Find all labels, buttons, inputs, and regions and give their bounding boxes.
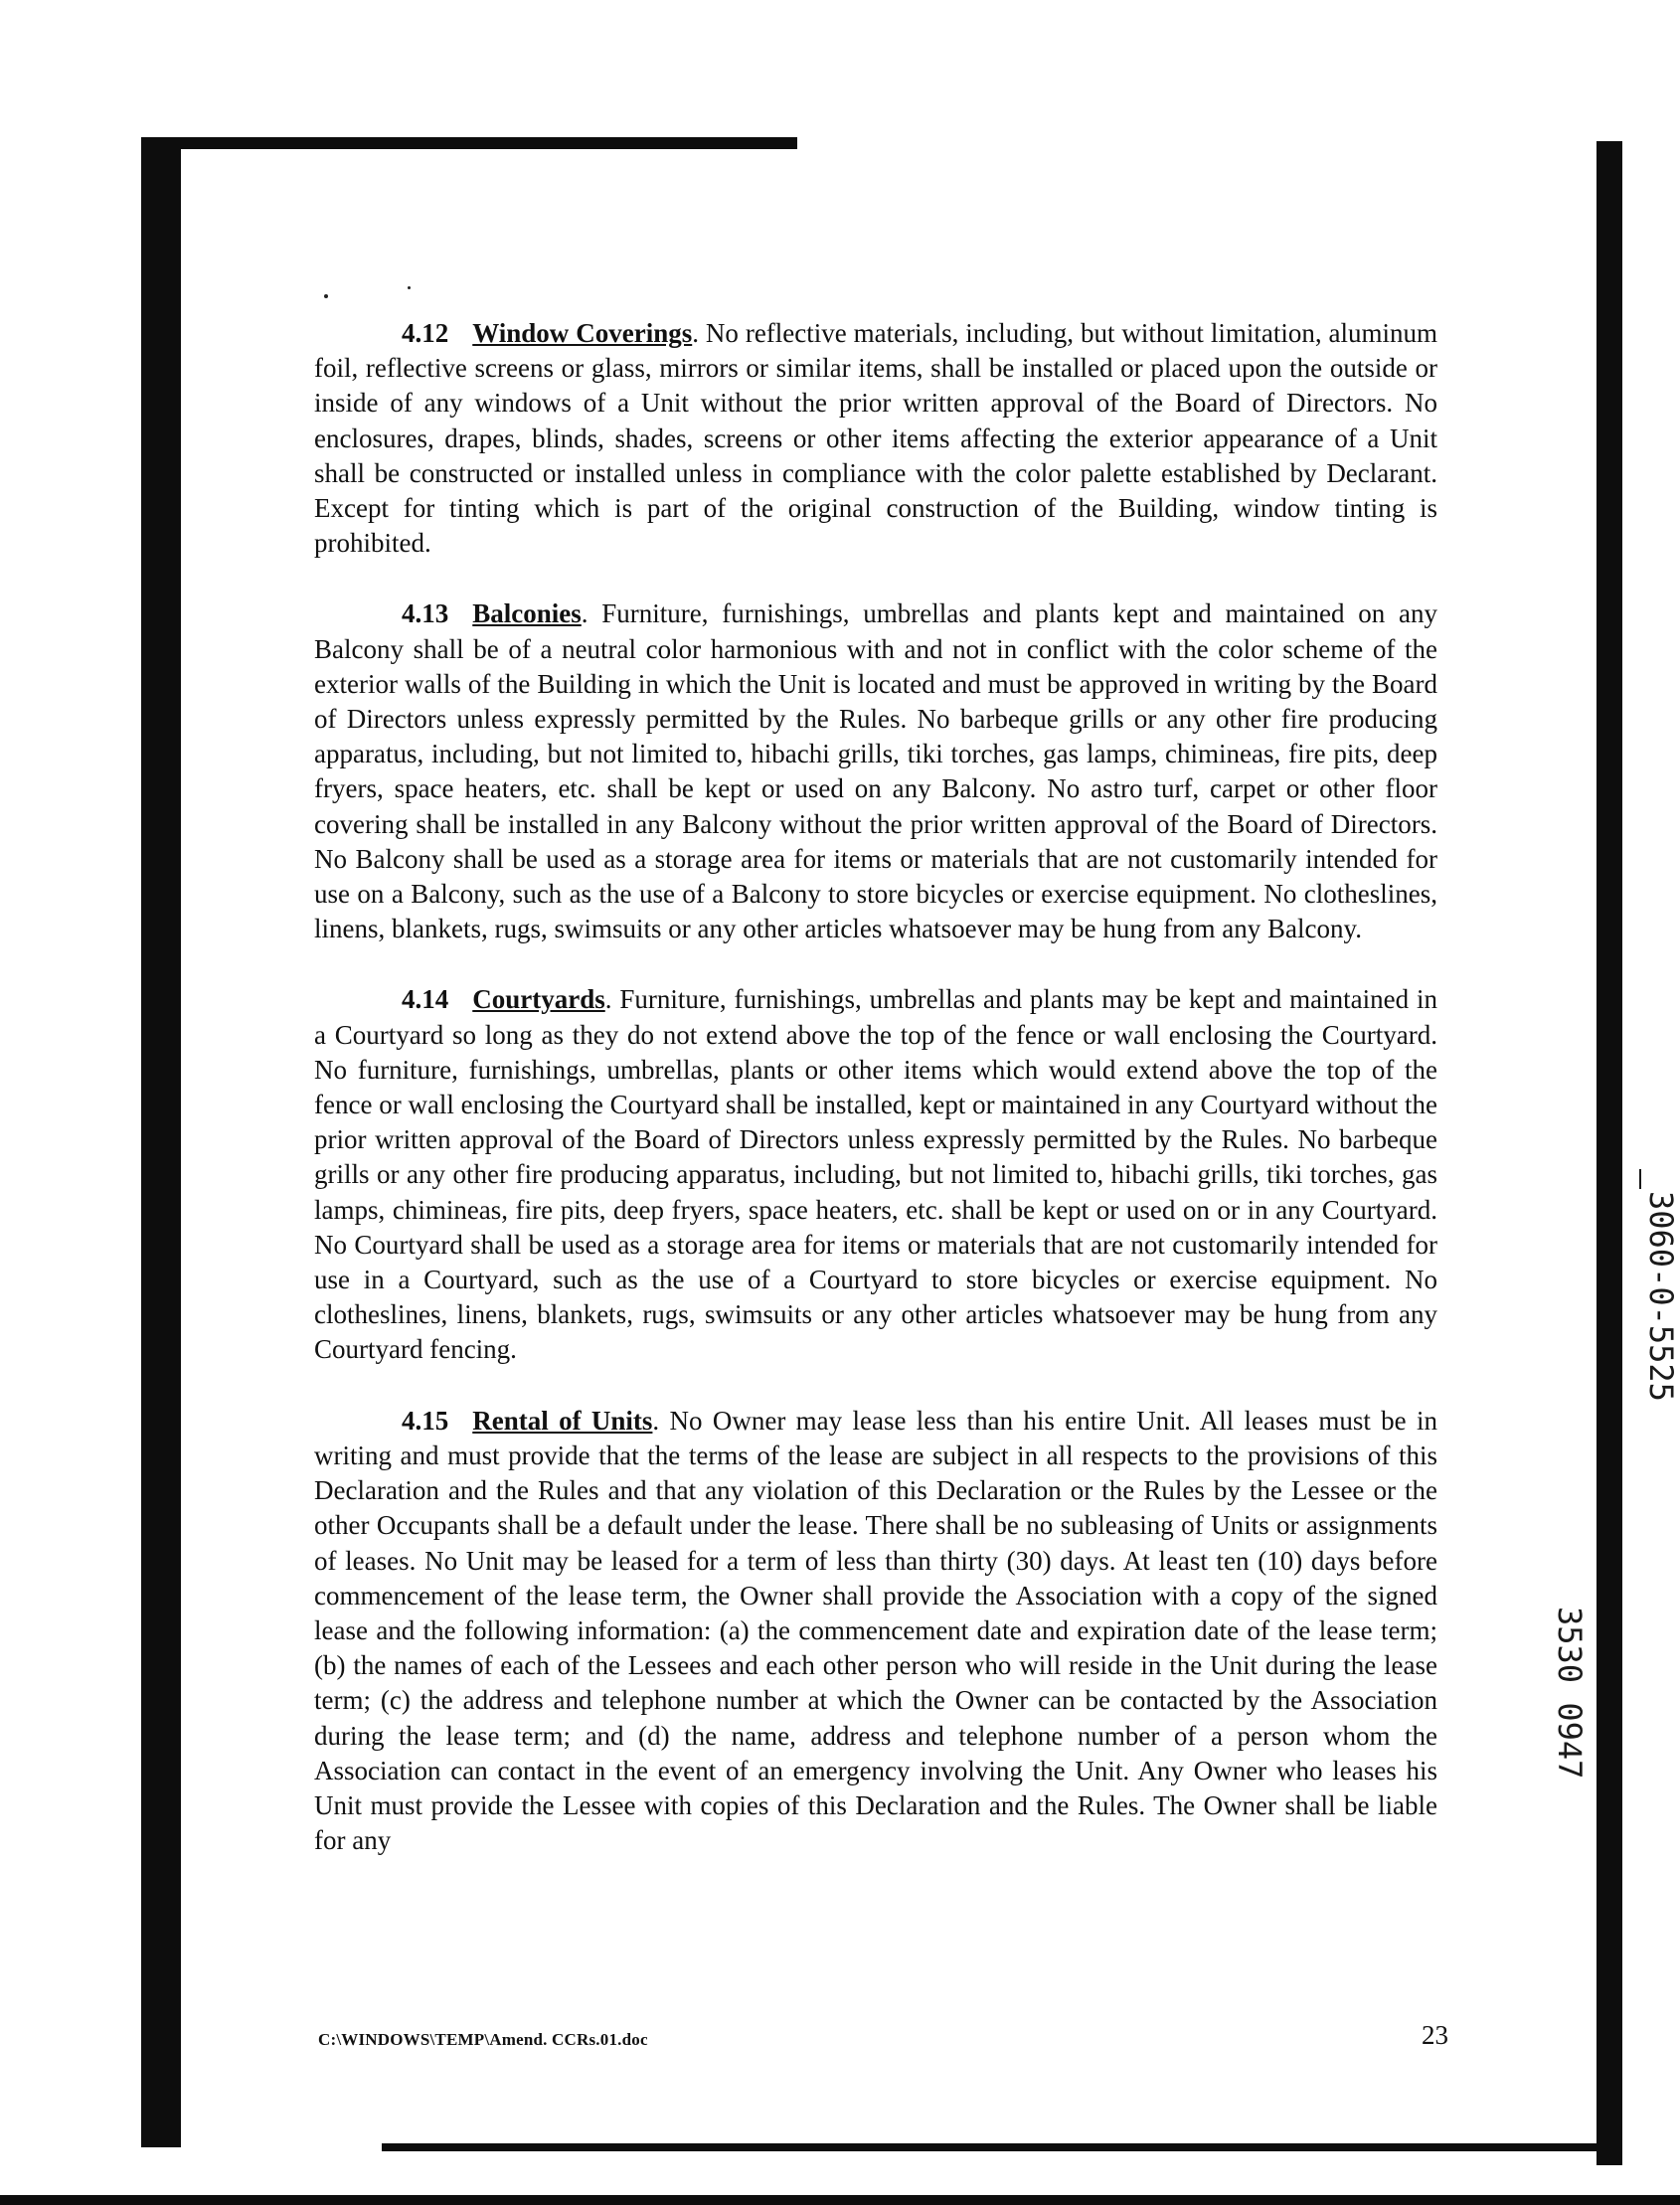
recording-stamp-text: 3060-0-5525 — [1642, 1191, 1680, 1402]
section-title: Window Coverings — [472, 318, 693, 348]
scan-border-left — [141, 137, 181, 2147]
section-number: 4.15 — [402, 1405, 449, 1436]
section-4-12 — [314, 316, 1437, 561]
page-number: 23 — [1422, 2020, 1448, 2050]
scan-border-right — [1596, 141, 1622, 2165]
section-title: Rental of Units — [472, 1405, 653, 1436]
scan-speck — [324, 294, 328, 298]
section-number: 4.14 — [402, 984, 449, 1015]
section-text: . Furniture, furnishings, umbrellas and plants kept and maintained on any Balcony shall be of a neutral color harmonious with and not in conflict with the color scheme of the exterior walls of the Building in which the Unit is located and must be approved in writing by the Board of Directors unless expressly permitted by the Rules. No barbeque grills or any other fire producing apparatus, including, but not limited to, hibachi grills, tiki torches, gas lamps, chimineas, fire pits, deep fryers, space heaters, etc. shall be kept or used on any Balcony. No astro turf, carpet or other floor covering shall be installed in any Balcony without the prior written approval of the Board of Directors. No Balcony shall be used as a storage area for items or materials that are not customarily intended for use on a Balcony, such as the use of a Balcony to store bicycles or exercise equipment. No clotheslines, linens, blankets, rugs, swimsuits or any other articles whatsoever may be hung from any Balcony. — [314, 598, 1437, 944]
section-number: 4.12 — [402, 318, 449, 348]
section-text: . No reflective materials, including, but without limitation, aluminum foil, reflective screens or glass, mirrors or similar items, shall be installed or placed upon the outside or inside of any windows of a Unit without the prior written approval of the Board of Directors. No enclosures, drapes, blinds, shades, screens or other items affecting the exterior appearance of a Unit shall be constructed or installed unless in compliance with the color palette established by Declarant. Except for tinting which is part of the original construction of the Building, window tinting is prohibited. — [314, 318, 1437, 559]
section-number: 4.13 — [402, 598, 449, 629]
scan-border-top — [141, 137, 797, 149]
scan-border-page-edge — [0, 2195, 1680, 2205]
scan-speck — [408, 286, 411, 289]
document-body — [314, 316, 1437, 1894]
section-4-13 — [314, 596, 1437, 946]
section-text: . Furniture, furnishings, umbrellas and plants may be kept and maintained in a Courtyard so long as they do not extend above the top of the fence or wall enclosing the Courtyard. No furniture, furnishings, umbrellas, plants or other items which would extend above the top of the fence or wall enclosing the Courtyard shall be installed, kept or maintained in any Courtyard without the prior written approval of the Board of Directors unless expressly permitted by the Rules. No barbeque grills or any other fire producing apparatus, including, but not limited to, hibachi grills, tiki torches, gas lamps, chimineas, fire pits, deep fryers, space heaters, etc. shall be kept or used on or in any Courtyard. No Courtyard shall be used as a storage area for items or materials that are not customarily intended for use in a Courtyard, such as the use of a Courtyard to store bicycles or exercise equipment. No clotheslines, linens, blankets, rugs, swimsuits or any other articles whatsoever may be hung from any Courtyard fencing. — [314, 984, 1437, 1365]
section-text: . No Owner may lease less than his entire Unit. All leases must be in writing and must provide that the terms of the lease are subject in all respects to the provisions of this Declaration and the Rules and that any violation of this Declaration or the Rules by the Lessee or the other Occupants shall be a default under the lease. There shall be no subleasing of Units or assignments of leases. No Unit may be leased for a term of less than thirty (30) days. At least ten (10) days before commencement of the lease term, the Owner shall provide the Association with a copy of the signed lease and the following information: (a) the commencement date and expiration date of the lease term; (b) the names of each of the Lessees and each other person who will reside in the Unit during the lease term; (c) the address and telephone number at which the Owner can be contacted by the Association during the lease term; and (d) the name, address and telephone number of a person whom the Association can contact in the event of an emergency involving the Unit. Any Owner who leases his Unit must provide the Lessee with copies of this Declaration and the Rules. The Owner shall be liable for any — [314, 1405, 1437, 1856]
recording-stamp-upper — [1620, 1169, 1680, 1467]
section-4-15 — [314, 1404, 1437, 1859]
footer-file-path: C:\WINDOWS\TEMP\Amend. CCRs.01.doc — [318, 2030, 648, 2049]
recording-stamp-lower — [1529, 1603, 1589, 1851]
section-4-14 — [314, 982, 1437, 1367]
recording-stamp-text: 3530 0947 — [1551, 1607, 1589, 1780]
section-title: Courtyards — [472, 984, 605, 1015]
scan-border-bottom — [382, 2143, 1622, 2151]
section-title: Balconies — [472, 598, 582, 629]
